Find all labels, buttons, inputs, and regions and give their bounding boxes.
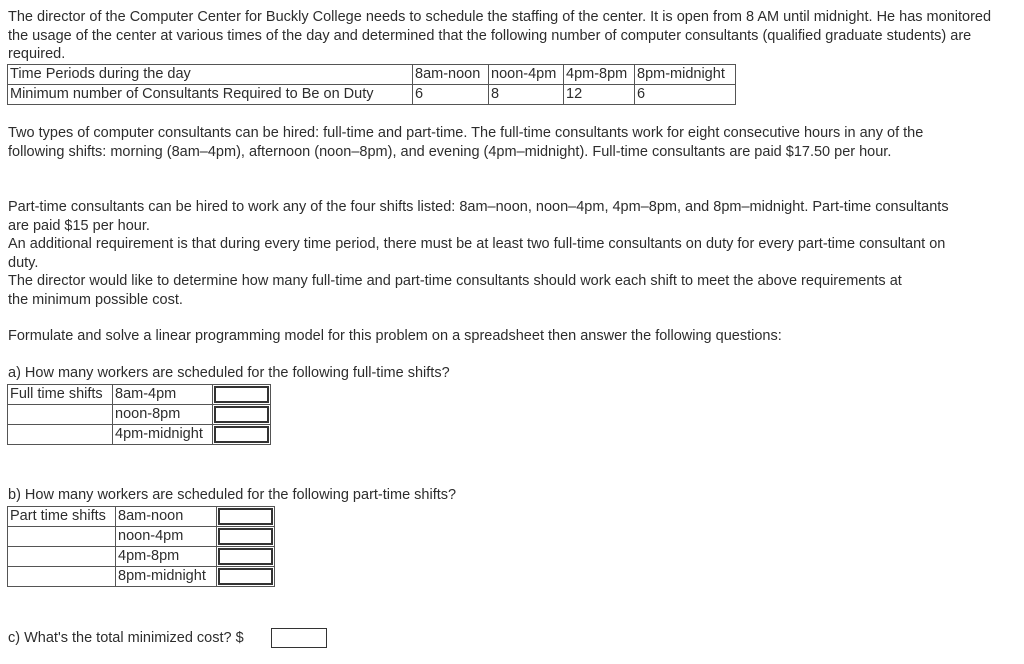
parttime-noon-4pm-input[interactable] xyxy=(218,528,273,545)
empty-cell xyxy=(8,547,116,567)
answer-cell xyxy=(213,385,271,405)
shift-label: 4pm-midnight xyxy=(113,425,213,445)
table-row xyxy=(8,405,271,425)
answer-cell xyxy=(217,567,275,587)
question-a-prompt: a) How many workers are scheduled for the following full-time shifts? xyxy=(8,365,450,381)
table-row xyxy=(8,527,275,547)
shift-label: noon-8pm xyxy=(113,405,213,425)
required-value: 12 xyxy=(564,85,635,105)
table-row xyxy=(8,507,275,527)
required-value: 8 xyxy=(489,85,564,105)
parttime-8pm-midnight-input[interactable] xyxy=(218,568,273,585)
answer-cell xyxy=(217,547,275,567)
answer-cell xyxy=(213,405,271,425)
period-header: 4pm-8pm xyxy=(564,65,635,85)
empty-cell xyxy=(8,425,113,445)
parttime-paragraph: Part-time consultants can be hired to work any of the four shifts listed: 8am–noon, noon–4pm, 4pm–8pm, and 8pm–midnight. Part-time consultants are paid $15 per hour. xyxy=(8,199,949,234)
shift-label: 8am-noon xyxy=(116,507,217,527)
fulltime-paragraph: Two types of computer consultants can be hired: full-time and part-time. The full-time consultants work for eight consecutive hours in any of the following shifts: morning (8am–4pm), afternoon (noon–8pm), and evening (4pm–midnight). Full-time consultants are paid $17.50 per hour. xyxy=(8,125,924,160)
table-row xyxy=(8,85,736,105)
intro-paragraph: The director of the Computer Center for Buckly College needs to schedule the staffing of the center. It is open from 8 AM until midnight. He has monitored the usage of the center at various times of the day and determined that the following number of computer consultants (qualified graduate students) are required. xyxy=(8,9,992,62)
table-row xyxy=(8,425,271,445)
empty-cell xyxy=(8,527,116,547)
director-paragraph: The director would like to determine how many full-time and part-time consultants should work each shift to meet the above requirements at the minimum possible cost. xyxy=(8,273,902,308)
shift-label: noon-4pm xyxy=(116,527,217,547)
answer-cell xyxy=(213,425,271,445)
table-row xyxy=(8,65,736,85)
fulltime-noon-8pm-input[interactable] xyxy=(214,406,269,423)
empty-cell xyxy=(8,567,116,587)
total-cost-input[interactable] xyxy=(271,628,327,648)
parttime-group-label: Part time shifts xyxy=(8,507,116,527)
question-b-prompt: b) How many workers are scheduled for the following part-time shifts? xyxy=(8,487,457,503)
period-header: noon-4pm xyxy=(489,65,564,85)
fulltime-4pm-midnight-input[interactable] xyxy=(214,426,269,443)
shift-label: 8pm-midnight xyxy=(116,567,217,587)
table-row xyxy=(8,567,275,587)
table-row xyxy=(8,385,271,405)
formulate-paragraph: Formulate and solve a linear programming model for this problem on a spreadsheet then answer the following questions: xyxy=(8,328,782,344)
answer-cell xyxy=(217,507,275,527)
minimum-consultants-label: Minimum number of Consultants Required to Be on Duty xyxy=(8,85,413,105)
requirement-paragraph: An additional requirement is that during every time period, there must be at least two full-time consultants on duty for every part-time consultant on duty. xyxy=(8,236,946,271)
empty-cell xyxy=(8,405,113,425)
parttime-8am-noon-input[interactable] xyxy=(218,508,273,525)
question-c-prompt: c) What's the total minimized cost? $ xyxy=(8,630,244,646)
parttime-4pm-8pm-input[interactable] xyxy=(218,548,273,565)
required-value: 6 xyxy=(635,85,736,105)
fulltime-8am-4pm-input[interactable] xyxy=(214,386,269,403)
answer-cell xyxy=(217,527,275,547)
parttime-shifts-table xyxy=(7,506,275,587)
shift-label: 8am-4pm xyxy=(113,385,213,405)
fulltime-shifts-table xyxy=(7,384,271,445)
period-header: 8pm-midnight xyxy=(635,65,736,85)
period-header: 8am-noon xyxy=(413,65,489,85)
time-periods-label: Time Periods during the day xyxy=(8,65,413,85)
table-row xyxy=(8,547,275,567)
requirements-table xyxy=(7,64,736,105)
fulltime-group-label: Full time shifts xyxy=(8,385,113,405)
shift-label: 4pm-8pm xyxy=(116,547,217,567)
required-value: 6 xyxy=(413,85,489,105)
